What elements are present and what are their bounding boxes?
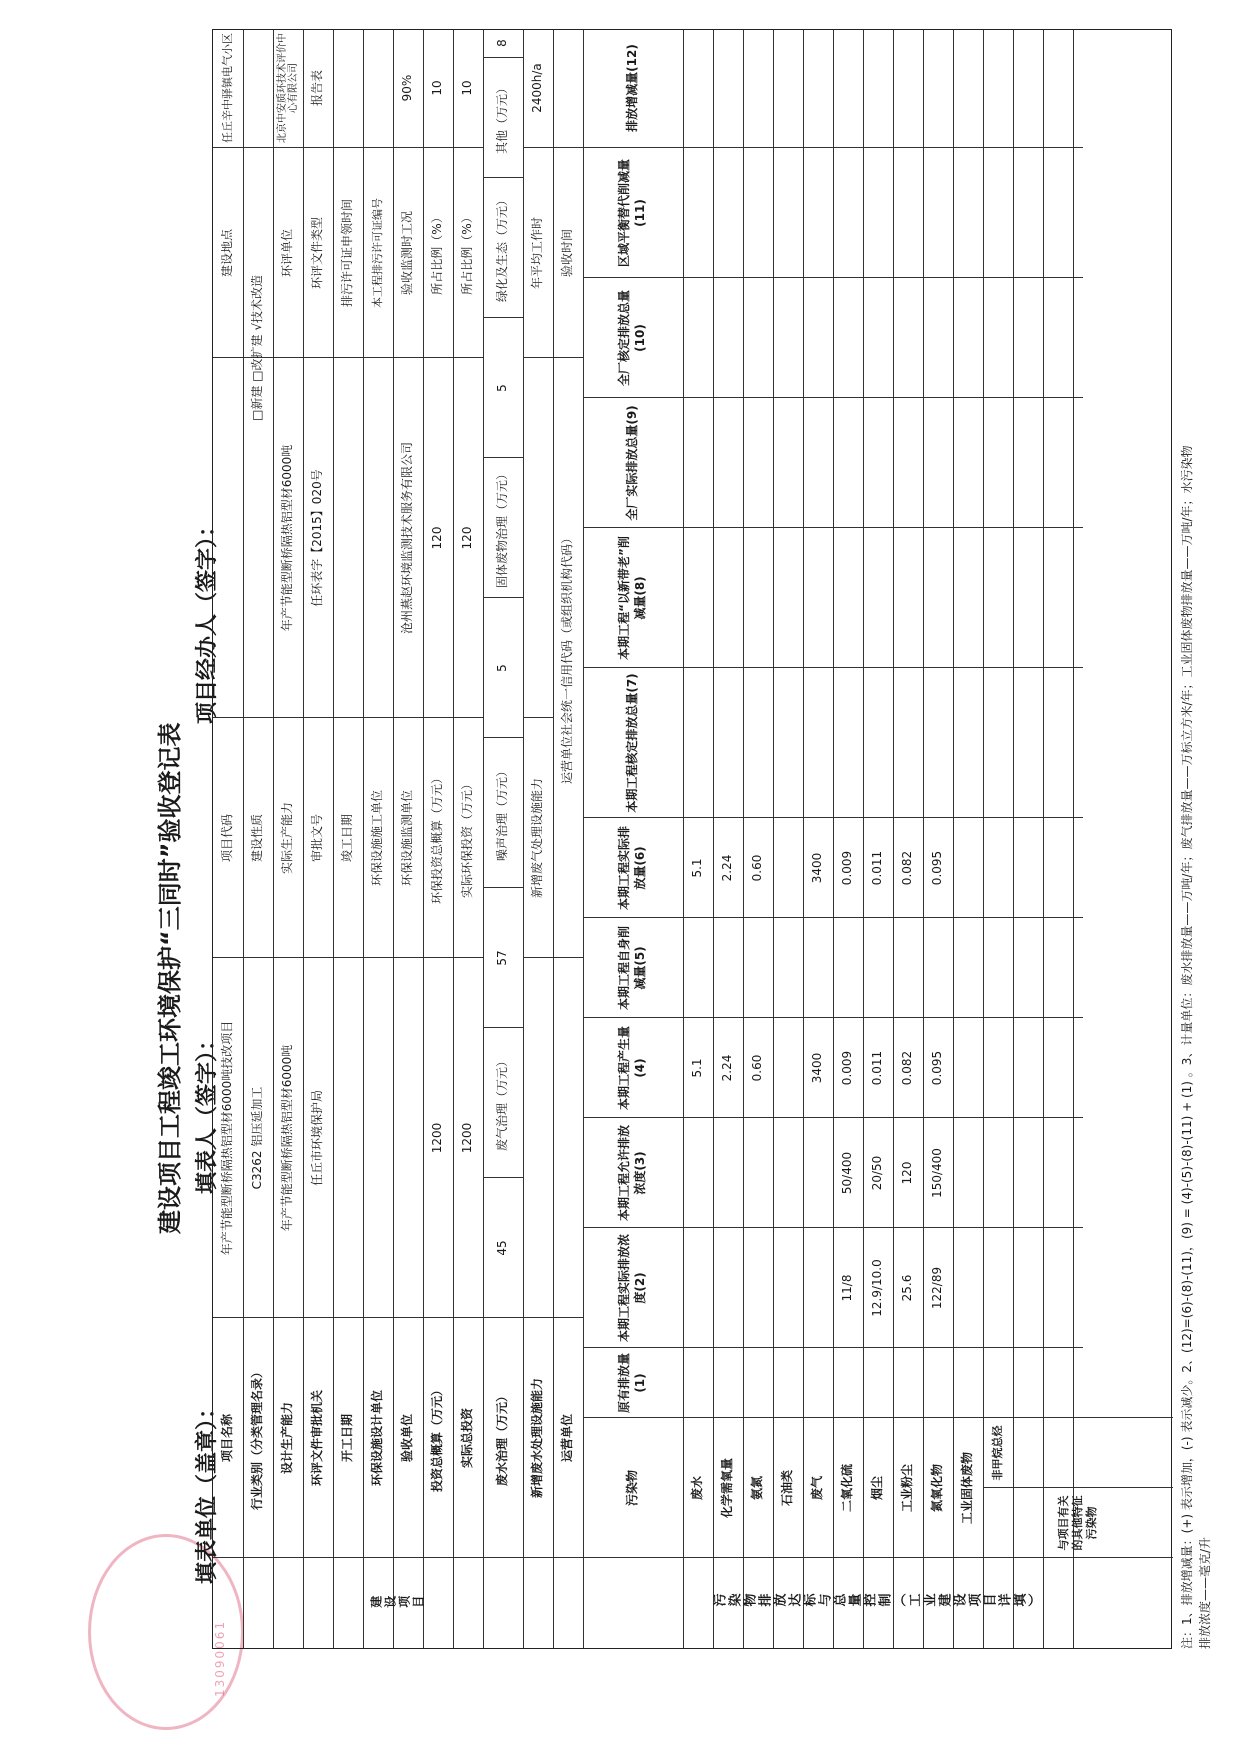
- pollutant-emitted: 2.24: [720, 854, 735, 882]
- operator-label: 运营单位: [560, 1414, 575, 1463]
- doc-no-label: 审批文号: [310, 814, 325, 863]
- approval-value: 任丘市环境保护局: [310, 1090, 325, 1187]
- actual-env-invest-value: 120: [460, 526, 475, 550]
- other-pollutant-group-label: 与项目有关的其他特征污染物: [1056, 1495, 1099, 1551]
- filler-manager-label: 项目经办人（签字）：: [195, 514, 220, 724]
- header-col-9: 全厂实际排放总量(9): [625, 405, 640, 521]
- design-unit-label: 环保设施设计单位: [370, 1390, 385, 1487]
- pollutant-produced: 2.24: [720, 1054, 735, 1082]
- budget-ratio-value: 10: [430, 80, 445, 96]
- env-budget-label: 环保投资总概算（万元）: [430, 772, 445, 905]
- budget-label: 投资总概算（万元）: [430, 1384, 445, 1493]
- pollutant-name: 废气: [810, 1476, 825, 1501]
- pollutant-name: 废水: [690, 1476, 705, 1501]
- pollutant-produced: 0.082: [900, 1050, 915, 1086]
- side-label-project: 建设项目: [370, 1595, 426, 1610]
- pollutant-emitted: 3400: [810, 852, 825, 884]
- monitor-unit-value: 沧州燕赵环境监测技术服务有限公司: [400, 442, 415, 635]
- pollutant-name: 烟尘: [870, 1476, 885, 1501]
- actual-ratio-label: 所占比例（%）: [460, 211, 475, 295]
- condition-value: 90%: [400, 74, 415, 102]
- noise-treat-value: 5: [495, 664, 510, 672]
- pollutant-emitted: 0.082: [900, 850, 915, 886]
- footnote-line-2: 排放浓度——毫克/升: [1198, 1536, 1212, 1649]
- construct-unit-label: 环保设施施工单位: [370, 790, 385, 887]
- pollutant-allowed-conc: 50/400: [840, 1151, 855, 1195]
- doc-type-value: 报告表: [310, 70, 325, 107]
- filler-unit-label: 填表单位（盖章）：: [195, 1396, 220, 1584]
- pollutant-emitted: 0.009: [840, 850, 855, 886]
- pollutant-name: 工业粉尘: [900, 1464, 915, 1513]
- gas-treat-value: 57: [495, 950, 510, 966]
- credit-code-label: 运营单位社会统一信用代码（或组织机构代码）: [560, 532, 575, 785]
- filler-person-label: 填表人（签字）：: [195, 1028, 220, 1194]
- pollutant-actual-conc: 25.6: [900, 1274, 915, 1302]
- pollutant-produced: 0.095: [930, 1050, 945, 1086]
- actual-capacity-value: 年产节能型断桥隔热铝型材6000吨: [280, 444, 295, 632]
- pollutant-produced: 0.011: [870, 1050, 885, 1086]
- eia-unit-value: 北京中安质环技术评价中心有限公司: [277, 33, 299, 143]
- actual-capacity-label: 实际生产能力: [280, 802, 295, 875]
- actual-invest-value: 1200: [460, 1122, 475, 1154]
- acceptance-table: [212, 29, 1172, 1649]
- water-treat-label: 废水治理（万元）: [495, 1390, 510, 1487]
- new-gas-capacity-label: 新增废气处理设施能力: [530, 778, 545, 899]
- page-title: 建设项目工程竣工环境保护“三同时”验收登记表: [156, 722, 184, 1234]
- pollutant-produced: 5.1: [690, 1058, 705, 1078]
- other-treat-label: 其他（万元）: [495, 82, 510, 155]
- pollutant-name: 氨氮: [750, 1476, 765, 1501]
- start-date-label: 开工日期: [340, 1414, 355, 1463]
- pollutant-name: 石油类: [780, 1470, 795, 1507]
- nature-label: 建设性质: [250, 814, 265, 863]
- doc-type-label: 环评文件类型: [310, 217, 325, 290]
- nature-value: □新建 □改扩建 √技术改造: [250, 275, 265, 421]
- noise-treat-label: 噪声治理（万元）: [495, 765, 510, 862]
- solid-treat-value: 5: [495, 384, 510, 392]
- pollutant-produced: 0.60: [750, 1054, 765, 1082]
- actual-ratio-value: 10: [460, 80, 475, 96]
- pollutant-actual-conc: 11/8: [840, 1274, 855, 1302]
- permit-no-label: 本工程排污许可证编号: [370, 198, 384, 308]
- pollutant-header: 污染物: [625, 1470, 640, 1507]
- project-name-value: 年产节能型断桥隔热铝型材6000吨技改项目: [220, 1020, 235, 1256]
- env-budget-value: 120: [430, 526, 445, 550]
- actual-invest-label: 实际总投资: [460, 1408, 475, 1469]
- header-col-7: 本期工程核定排放总量(7): [625, 673, 640, 813]
- header-col-3: 本期工程允许排放浓度(3): [617, 1125, 647, 1222]
- header-col-1: 原有排放量(1): [617, 1353, 647, 1414]
- pollutant-name: 氮氧化物: [930, 1464, 945, 1513]
- complete-date-label: 竣工日期: [340, 814, 355, 863]
- acceptance-time-label: 验收时间: [560, 229, 575, 278]
- industry-label: 行业类别（分类管理名录）: [250, 1366, 265, 1511]
- permit-time-label: 排污许可证申领时间: [340, 199, 355, 308]
- budget-value: 1200: [430, 1122, 445, 1154]
- capacity-label: 设计生产能力: [280, 1402, 295, 1475]
- site-label: 建设地点: [220, 229, 235, 278]
- new-water-capacity-label: 新增废水处理设施能力: [530, 1378, 545, 1499]
- pollutant-name: 二氧化硫: [840, 1464, 855, 1513]
- header-col-12: 排放增减量(12): [625, 44, 640, 132]
- header-col-11: 区域平衡替代削减量(11): [617, 159, 647, 268]
- footnote-line-1: 注：1、排放增减量：(+) 表示增加，(-) 表示减少。2、(12)=(6)-(8)-(11)，(9) = (4)-(5)-(8)-(11) + (1) 。3、计量单位：废水排放量——万吨/年；废气排放量——万标立方米/年；工业固体废物排放量——万吨/年；水污染物: [1180, 445, 1194, 1649]
- work-hours-label: 年平均工作时: [530, 217, 545, 290]
- footnote: [1178, 9, 1214, 1649]
- budget-ratio-label: 所占比例（%）: [430, 211, 445, 295]
- pollutant-actual-conc: 122/89: [930, 1266, 945, 1310]
- work-hours-value: 2400h/a: [530, 63, 545, 113]
- eia-unit-label: 环评单位: [280, 229, 295, 278]
- water-treat-value: 45: [495, 1240, 510, 1256]
- seal-code: 13090061: [213, 1619, 227, 1697]
- gas-treat-label: 废气治理（万元）: [495, 1055, 510, 1152]
- pollutant-allowed-conc: 120: [900, 1161, 915, 1185]
- pollutant-allowed-conc: 150/400: [930, 1148, 945, 1198]
- pollutant-emitted: 5.1: [690, 858, 705, 878]
- project-name-label: 项目名称: [220, 1414, 235, 1463]
- condition-label: 验收监测时工况: [400, 211, 415, 296]
- pollutant-emitted: 0.60: [750, 854, 765, 882]
- industry-value: C3262 铝压延加工: [250, 1086, 265, 1190]
- header-col-4: 本期工程产生量(4): [617, 1026, 647, 1111]
- pollutant-allowed-conc: 20/50: [870, 1155, 885, 1191]
- pollutant-emitted: 0.011: [870, 850, 885, 886]
- doc-no-value: 任环表字【2015】020号: [310, 469, 325, 607]
- actual-env-invest-label: 实际环保投资（万元）: [460, 778, 475, 899]
- header-col-6: 本期工程实际排放量(6): [617, 826, 647, 911]
- capacity-value: 年产节能型断桥隔热铝型材6000吨: [280, 1044, 295, 1232]
- pollutant-produced: 0.009: [840, 1050, 855, 1086]
- site-value: 任丘辛中驿镇电气小区: [220, 33, 234, 143]
- other-pollutant-item: 非甲烷总烃: [990, 1425, 1004, 1481]
- green-treat-label: 绿化及生态（万元）: [495, 194, 510, 303]
- project-code-label: 项目代码: [220, 814, 235, 863]
- solid-treat-label: 固体废物治理（万元）: [495, 468, 510, 589]
- side-label-pollution: 污染物排放达标与总量控制（工业建设项目详填）: [713, 1594, 1043, 1610]
- header-col-8: 本期工程“以新带老”削减量(8): [617, 536, 647, 660]
- pollutant-emitted: 0.095: [930, 850, 945, 886]
- acceptance-unit-label: 验收单位: [400, 1414, 415, 1463]
- monitor-unit-label: 环保设施监测单位: [400, 790, 415, 887]
- header-col-2: 本期工程实际排放浓度(2): [617, 1234, 647, 1343]
- pollutant-name: 化学需氧量: [720, 1458, 735, 1519]
- header-col-5: 本期工程自身削减量(5): [617, 926, 647, 1011]
- header-col-10: 全厂核定排放总量(10): [617, 290, 647, 387]
- pollutant-produced: 3400: [810, 1052, 825, 1084]
- pollutant-name: 工业固体废物: [960, 1452, 975, 1525]
- pollutant-actual-conc: 12.9/10.0: [870, 1259, 885, 1317]
- approval-label: 环评文件审批机关: [310, 1390, 325, 1487]
- other-treat-value: 8: [495, 39, 510, 47]
